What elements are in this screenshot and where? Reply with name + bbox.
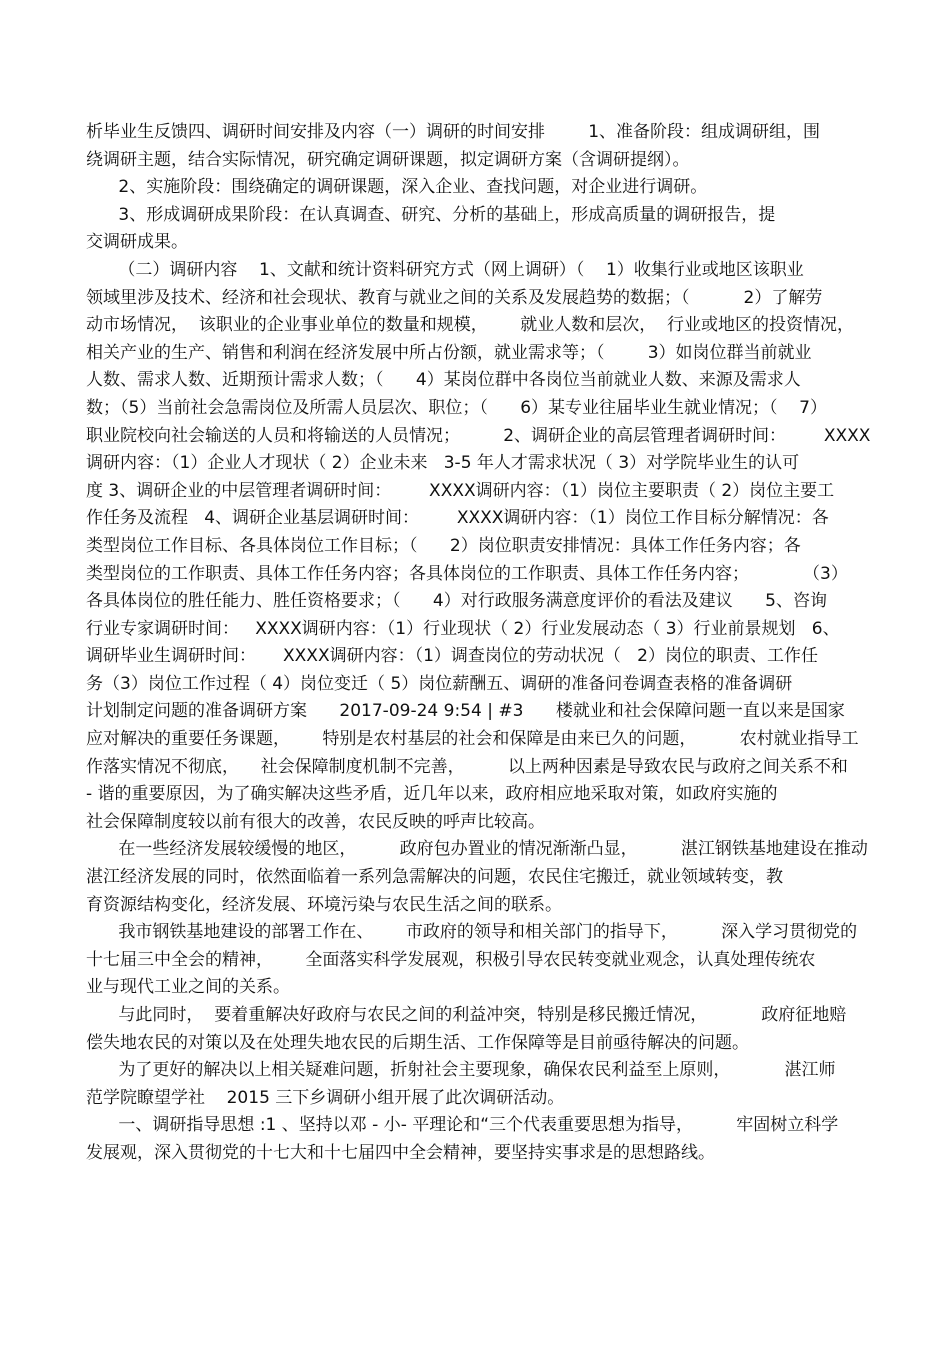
text-line: 发展观，深入贯彻党的十七大和十七届四中全会精神，要坚持实事求是的思想路线。 bbox=[86, 1142, 715, 1163]
text-line: 析毕业生反馈四、调研时间安排及内容（一）调研的时间安排 1、准备阶段：组成调研组，围 bbox=[86, 122, 821, 142]
text-line: 3、形成调研成果阶段：在认真调查、研究、分析的基础上，形成高质量的调研报告，提 bbox=[86, 204, 776, 225]
text-line: 动市场情况， 该职业的企业事业单位的数量和规模， 就业人数和层次， 行业或地区的投资情况， bbox=[86, 315, 855, 336]
text-line: 为了更好的解决以上相关疑难问题，折射社会主要现象，确保农民利益至上原则， 湛江师 bbox=[86, 1060, 836, 1081]
text-line: 在一些经济发展较缓慢的地区， 政府包办置业的情况渐渐凸显， 湛江钢铁基地建设在推动 bbox=[86, 839, 868, 860]
text-line: 十七届三中全会的精神， 全面落实科学发展观，积极引导农民转变就业观念，认真处理传统农 bbox=[86, 949, 816, 970]
text-line: 偿失地农民的对策以及在处理失地农民的后期生活、工作保障等是目前亟待解决的问题。 bbox=[86, 1032, 749, 1053]
text-line: 应对解决的重要任务课题， 特别是农村基层的社会和保障是由来已久的问题， 农村就业指导工 bbox=[86, 729, 859, 750]
text-line: 调研毕业生调研时间： XXXX调研内容：（1）调查岗位的劳动状况（ 2）岗位的职责、工作任 bbox=[86, 646, 818, 667]
text-line: 业与现代工业之间的关系。 bbox=[86, 977, 290, 998]
text-line: - 谐的重要原因，为了确实解决这些矛盾，近几年以来，政府相应地采取对策，如政府实施的 bbox=[86, 784, 778, 805]
text-line: 范学院瞭望学社 2015 三下乡调研小组开展了此次调研活动。 bbox=[86, 1087, 565, 1108]
text-line: 2、实施阶段：围绕确定的调研课题，深入企业、查找问题，对企业进行调研。 bbox=[86, 177, 708, 198]
text-line: 行业专家调研时间： XXXX调研内容：（1）行业现状（ 2）行业发展动态（ 3）行业前景规划 6、 bbox=[86, 618, 840, 639]
text-line: 一、调研指导思想 :1 、坚持以邓 - 小- 平理论和“三个代表重要思想为指导， 牢固树立科学 bbox=[86, 1115, 839, 1136]
text-line: （二）调研内容 1、文献和统计资料研究方式（网上调研）（ 1）收集行业或地区该职业 bbox=[86, 259, 804, 280]
text-line: 务（3）岗位工作过程（ 4）岗位变迁（ 5）岗位薪酬五、调研的准备问卷调查表格的准备调研 bbox=[86, 673, 793, 694]
text-line: 领域里涉及技术、经济和社会现状、教育与就业之间的关系及发展趋势的数据；（ 2）了解劳 bbox=[86, 287, 823, 308]
text-line: 湛江经济发展的同时，依然面临着一系列急需解决的问题，农民住宅搬迁，就业领域转变，教 bbox=[86, 867, 783, 888]
text-line: 相关产业的生产、销售和利润在经济发展中所占份额，就业需求等；（ 3）如岗位群当前就业 bbox=[86, 342, 812, 363]
text-line: 类型岗位工作目标、各具体岗位工作目标；（ 2）岗位职责安排情况：具体工作任务内容；各 bbox=[86, 535, 801, 556]
text-line: 作任务及流程 4、调研企业基层调研时间： XXXX调研内容：（1）岗位工作目标分解情况：各 bbox=[86, 508, 829, 529]
text-line: 计划制定问题的准备调研方案 2017-09-24 9:54 | #3 楼就业和社会保障问题一直以来是国家 bbox=[86, 701, 845, 722]
text-line: 绕调研主题，结合实际情况，研究确定调研课题，拟定调研方案（含调研提纲）。 bbox=[86, 149, 690, 170]
text-line: 与此同时， 要着重解决好政府与农民之间的利益冲突，特别是移民搬迁情况， 政府征地赔 bbox=[86, 1005, 847, 1025]
text-line: 度 3、调研企业的中层管理者调研时间： XXXX调研内容：（1）岗位主要职责（ 2）岗位主要工 bbox=[86, 480, 835, 501]
text-line: 人数、需求人数、近期预计需求人数；（ 4）某岗位群中各岗位当前就业人数、来源及需求人 bbox=[86, 370, 801, 391]
text-line: 调研内容：（1）企业人才现状（ 2）企业未来 3-5 年人才需求状况（ 3）对学院毕业生的认可 bbox=[86, 453, 800, 474]
document-body bbox=[86, 119, 876, 1168]
text-line: 数；（5）当前社会急需岗位及所需人员层次、职位；（ 6）某专业往届毕业生就业情况；（ 7） bbox=[86, 397, 827, 418]
text-line: 各具体岗位的胜任能力、胜任资格要求；（ 4）对行政服务满意度评价的看法及建议 5、咨询 bbox=[86, 591, 827, 612]
text-line: 社会保障制度较以前有很大的改善，农民反映的呼声比较高。 bbox=[86, 811, 545, 832]
text-line: 交调研成果。 bbox=[86, 232, 188, 253]
text-line: 我市钢铁基地建设的部署工作在、 市政府的领导和相关部门的指导下， 深入学习贯彻党的 bbox=[86, 922, 858, 943]
text-line: 类型岗位的工作职责、具体工作任务内容；各具体岗位的工作职责、具体工作任务内容； （3） bbox=[86, 563, 848, 584]
text-line: 育资源结构变化，经济发展、环境污染与农民生活之间的联系。 bbox=[86, 894, 562, 915]
text-line: 作落实情况不彻底， 社会保障制度机制不完善， 以上两种因素是导致农民与政府之间关系不和 bbox=[86, 756, 848, 777]
text-line: 职业院校向社会输送的人员和将输送的人员情况； 2、调研企业的高层管理者调研时间： XXXX bbox=[86, 425, 871, 446]
